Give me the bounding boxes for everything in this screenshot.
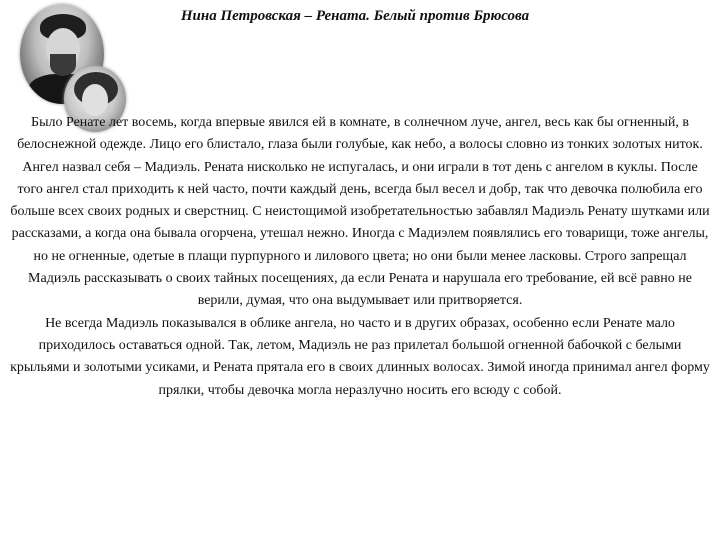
paragraph: Не всегда Мадиэль показывался в облике ангела, но часто и в других образах, особенно если Ренате мало приходилось оставаться одной. Так, летом, Мадиэль не раз прилетал большой огненной бабочкой с белыми крыльями и золотыми усиками, и Рената прятала его в своих длинных волосах. Зимой иногда принимал ангел форму прялки, чтобы девочка могла неразлучно носить его всюду с собой.: [10, 315, 710, 398]
slide-title: Нина Петровская – Рената. Белый против Брюсова: [180, 8, 530, 24]
portrait-beard: [50, 54, 76, 76]
paragraph: Было Ренате лет восемь, когда впервые явился ей в комнате, в солнечном луче, ангел, весь как бы огненный, в белоснежной одежде. Лицо его блистало, глаза были голубые, как небо, а волосы словно из тонких золотых ниток. Ангел назвал себя – Мадиэль. Рената нисколько не испугалась, и они играли в тот день с ангелом в куклы. После того ангел стал приходить к ней часто, почти каждый день, всегда был весел и добр, так что девочка полюбила его больше всех своих родных и сверстниц. С неистощимой изобретательностью забавлял Мадиэль Ренату шутками или рассказами, а когда она бывала огорчена, утешал нежно. Иногда с Мадиэлем появлялись его товарищи, тоже ангелы, но не огненные, одетые в плащи пурпурного и лилового цвета; но они были менее ласковы. Строго запрещал Мадиэль рассказывать о своих тайных посещениях, да если Рената и нарушала его требование, ей всё равно не верили, думая, что она выдумывает или притворяется.: [10, 115, 710, 309]
body-text: [8, 112, 712, 402]
